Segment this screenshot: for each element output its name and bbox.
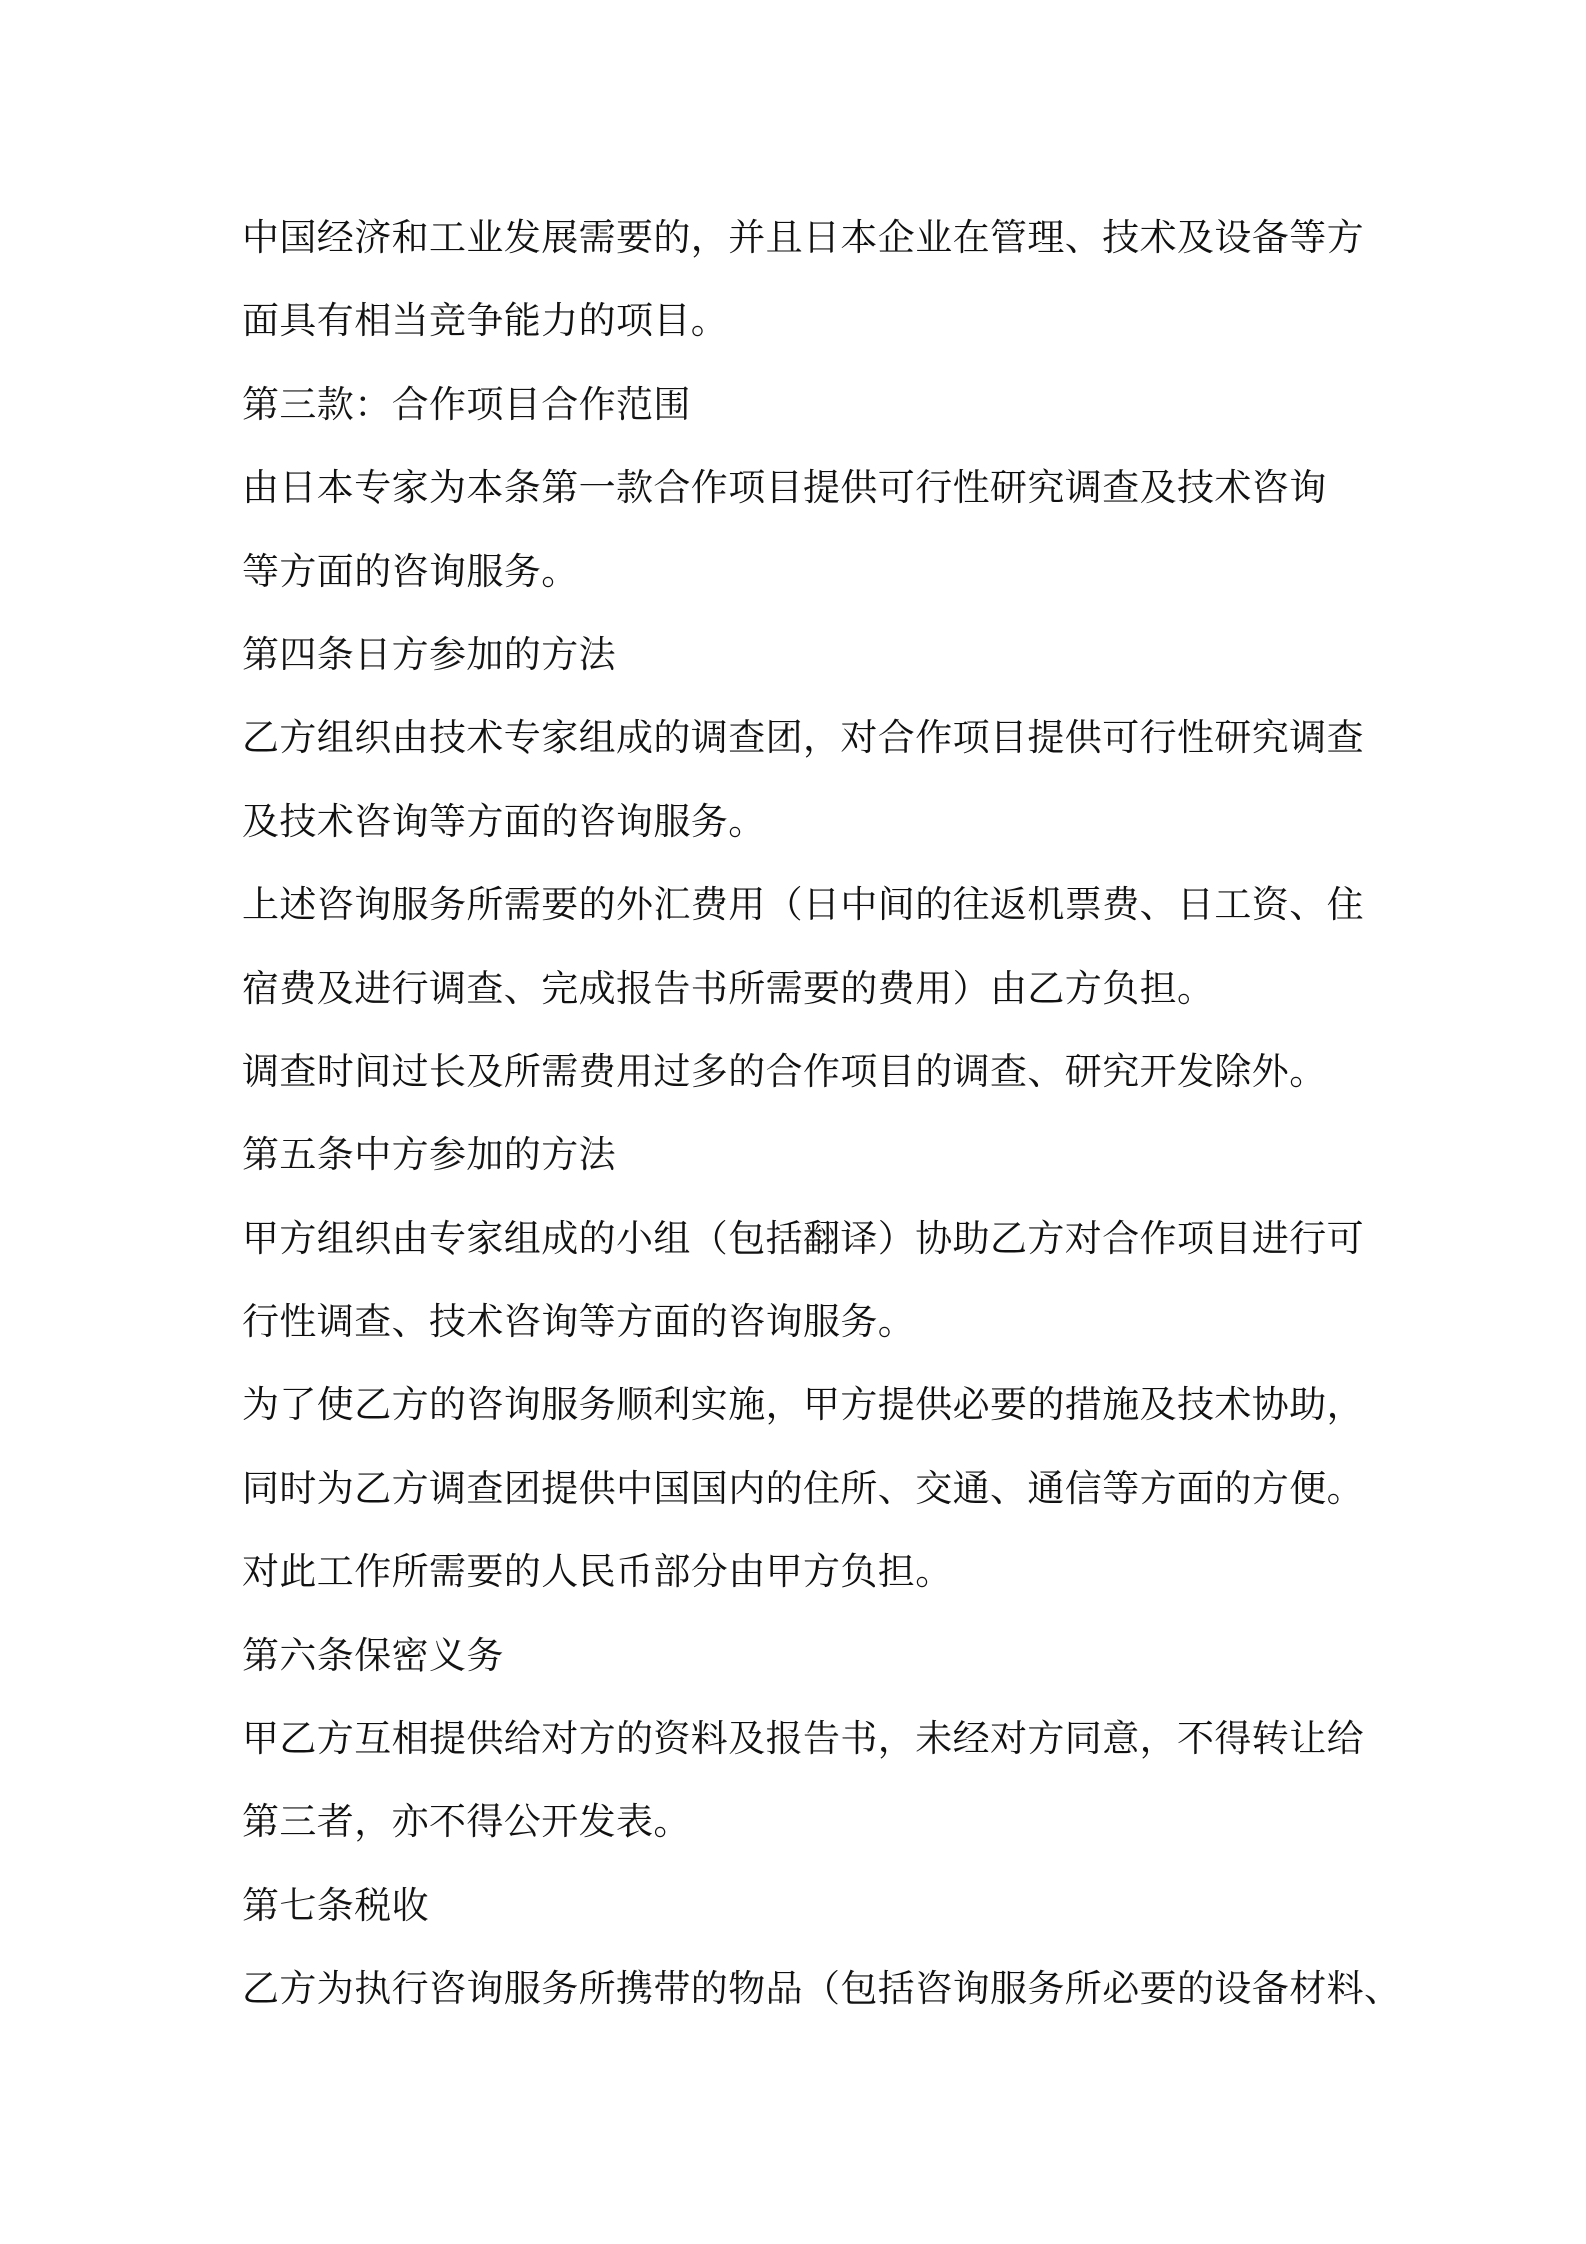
section-heading: 第六条保密义务 <box>242 1633 504 1677</box>
text-line: 由日本专家为本条第一款合作项目提供可行性研究调查及技术咨询 <box>242 466 1327 510</box>
text-line: 及技术咨询等方面的咨询服务。 <box>242 799 766 843</box>
text-line: 上述咨询服务所需要的外汇费用（日中间的往返机票费、日工资、住 <box>242 883 1364 927</box>
section-heading: 第三款：合作项目合作范围 <box>242 382 691 426</box>
text-line: 面具有相当竞争能力的项目。 <box>242 299 729 343</box>
text-line: 中国经济和工业发展需要的，并且日本企业在管理、技术及设备等方 <box>242 216 1364 259</box>
text-line: 为了使乙方的咨询服务顺利实施，甲方提供必要的措施及技术协助， <box>242 1383 1364 1427</box>
text-line: 乙方组织由技术专家组成的调查团，对合作项目提供可行性研究调查 <box>242 716 1364 760</box>
text-line: 乙方为执行咨询服务所携带的物品（包括咨询服务所必要的设备材料、 <box>242 1967 1402 2011</box>
section-heading: 第四条日方参加的方法 <box>242 632 616 676</box>
text-line: 等方面的咨询服务。 <box>242 549 579 593</box>
text-line: 宿费及进行调查、完成报告书所需要的费用）由乙方负担。 <box>242 966 1215 1010</box>
text-line: 调查时间过长及所需费用过多的合作项目的调查、研究开发除外。 <box>242 1049 1327 1093</box>
text-line: 对此工作所需要的人民币部分由甲方负担。 <box>242 1550 953 1594</box>
text-line: 同时为乙方调查团提供中国国内的住所、交通、通信等方面的方便。 <box>242 1466 1364 1510</box>
document-body <box>242 196 1402 2031</box>
text-line: 甲方组织由专家组成的小组（包括翻译）协助乙方对合作项目进行可 <box>242 1216 1364 1260</box>
section-heading: 第五条中方参加的方法 <box>242 1133 616 1177</box>
text-line: 第三者，亦不得公开发表。 <box>242 1800 691 1844</box>
text-line: 行性调查、技术咨询等方面的咨询服务。 <box>242 1300 916 1344</box>
text-line: 甲乙方互相提供给对方的资料及报告书，未经对方同意，不得转让给 <box>242 1717 1364 1761</box>
section-heading: 第七条税收 <box>242 1883 429 1927</box>
